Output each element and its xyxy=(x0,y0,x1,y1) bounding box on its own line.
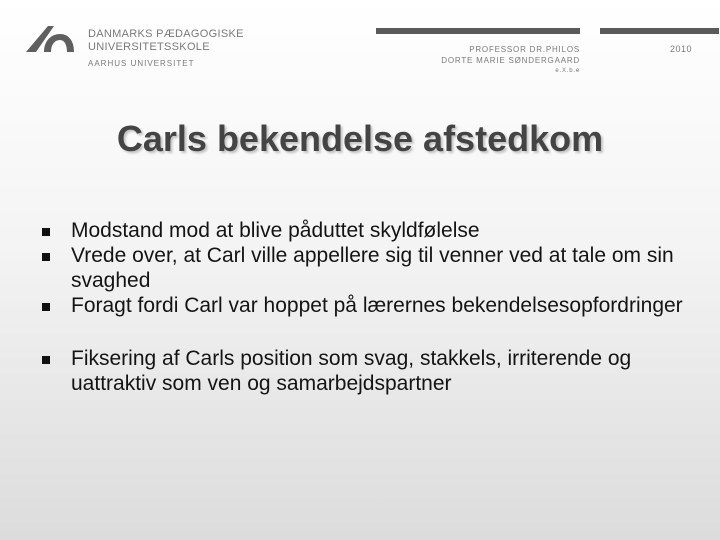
bullet-item xyxy=(40,346,700,396)
slide-title: Carls bekendelse afstedkom xyxy=(116,118,604,159)
institution-name-line2: UNIVERSITETSSKOLE xyxy=(88,41,210,53)
bullet-item xyxy=(40,218,700,243)
square-bullet-icon xyxy=(42,356,50,364)
bullet-item xyxy=(40,293,700,318)
bullet-text: Modstand mod at blive påduttet skyldfølelse xyxy=(71,219,480,242)
year-label: 2010 xyxy=(670,44,693,54)
professor-block xyxy=(441,44,580,77)
bullet-text: Fiksering af Carls position som svag, stakkels, irriterende og uattraktiv som ven og samarbejdspartner xyxy=(71,347,632,395)
aarhus-university-logo-icon xyxy=(24,22,78,56)
institution-block xyxy=(88,28,244,70)
professor-title: PROFESSOR DR.PHILOS xyxy=(469,45,580,54)
institution-name-line1: DANMARKS PÆDAGOGISKE xyxy=(88,28,244,40)
header-bar-left xyxy=(376,28,580,34)
professor-extra: e.X.b.e xyxy=(555,68,580,74)
square-bullet-icon xyxy=(42,303,50,311)
professor-name: DORTE MARIE SØNDERGAARD xyxy=(441,56,580,65)
header-bar-right xyxy=(600,28,719,34)
university-name: AARHUS UNIVERSITET xyxy=(88,59,195,68)
square-bullet-icon xyxy=(42,253,50,261)
bullet-text: Foragt fordi Carl var hoppet på lærernes bekendelsesopfordringer xyxy=(71,294,683,317)
bullet-item xyxy=(40,243,700,293)
bullet-text: Vrede over, at Carl ville appellere sig til venner ved at tale om sin svaghed xyxy=(71,244,674,292)
bullet-list xyxy=(40,218,700,396)
square-bullet-icon xyxy=(42,228,50,236)
